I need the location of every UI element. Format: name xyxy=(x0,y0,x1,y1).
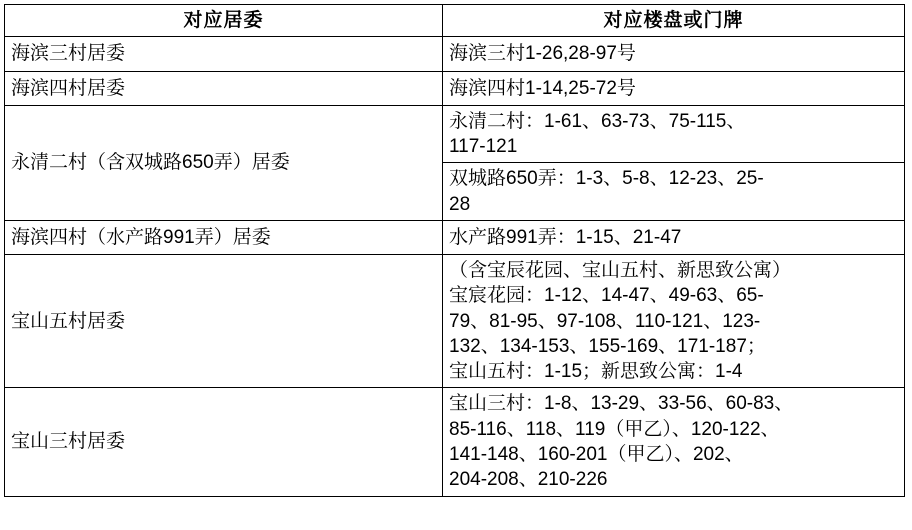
building-list-cell xyxy=(443,105,905,163)
table-body xyxy=(5,37,905,496)
residential-committee-table-container xyxy=(0,4,912,497)
committee-name-cell: 海滨四村（水产路991弄）居委 xyxy=(5,220,443,254)
building-list-cell xyxy=(443,388,905,496)
table-header-row xyxy=(5,5,905,37)
table-row xyxy=(5,37,905,71)
building-list-cell xyxy=(443,163,905,221)
building-line: 85-116、118、119（甲乙）、120-122、 xyxy=(449,418,780,440)
building-line: 海滨四村1-14,25-72号 xyxy=(449,77,636,99)
column-header-building: 对应楼盘或门牌 xyxy=(443,5,905,37)
building-line: 双城路650弄：1-3、5-8、12-23、25- xyxy=(449,168,764,190)
committee-name-cell: 宝山五村居委 xyxy=(5,255,443,388)
building-line: 宝山五村：1-15；新思致公寓：1-4 xyxy=(449,361,743,383)
committee-name-cell: 海滨三村居委 xyxy=(5,37,443,71)
committee-name-cell: 海滨四村居委 xyxy=(5,71,443,105)
table-row xyxy=(5,105,905,163)
building-list-cell xyxy=(443,37,905,71)
building-list-cell xyxy=(443,220,905,254)
table-row xyxy=(5,220,905,254)
building-line: 141-148、160-201（甲乙）、202、 xyxy=(449,443,744,465)
building-line: 水产路991弄：1-15、21-47 xyxy=(449,226,682,248)
building-line: 28 xyxy=(449,193,471,215)
building-line: 海滨三村1-26,28-97号 xyxy=(449,43,636,65)
column-header-committee: 对应居委 xyxy=(5,5,443,37)
building-line: 132、134-153、155-169、171-187； xyxy=(449,335,766,357)
table-header xyxy=(5,5,905,37)
building-line: 宝山三村：1-8、13-29、33-56、60-83、 xyxy=(449,393,794,415)
committee-name-cell: 永清二村（含双城路650弄）居委 xyxy=(5,105,443,220)
building-line: 宝宸花园：1-12、14-47、49-63、65- xyxy=(449,285,764,307)
table-row xyxy=(5,71,905,105)
building-line: 79、81-95、97-108、110-121、123- xyxy=(449,310,761,332)
table-row xyxy=(5,388,905,496)
building-list-cell xyxy=(443,255,905,388)
building-line: （含宝辰花园、宝山五村、新思致公寓） xyxy=(449,260,792,282)
building-line: 204-208、210-226 xyxy=(449,469,608,491)
building-list-cell xyxy=(443,71,905,105)
residential-committee-table xyxy=(4,4,905,497)
building-line: 117-121 xyxy=(449,136,518,158)
table-row xyxy=(5,255,905,388)
committee-name-cell: 宝山三村居委 xyxy=(5,388,443,496)
building-line: 永清二村：1-61、63-73、75-115、 xyxy=(449,110,746,132)
